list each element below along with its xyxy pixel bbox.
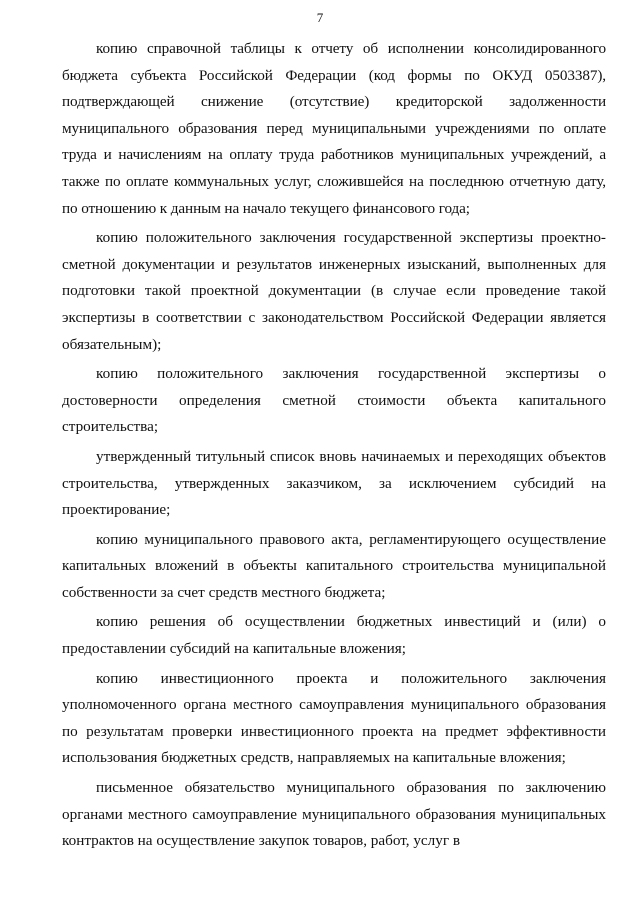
- paragraph-municipal-legal-act: копию муниципального правового акта, регламентирующего осуществление капитальных вложений в объекты капитального строительства муниципальной собственности за счет средств местного бюджета;: [62, 530, 606, 601]
- paragraph-investment-decision: копию решения об осуществлении бюджетных инвестиций и (или) о предоставлении субсидий на капитальные вложения;: [62, 613, 606, 658]
- paragraph-title-list: утвержденный титульный список вновь начинаемых и переходящих объектов строительства, утвержденных заказчиком, за исключением субсидий на проектирование;: [62, 447, 606, 519]
- paragraph-written-obligation: письменное обязательство муниципального образования по заключению органами местного самоуправление муниципального образования муниципальных контрактов на осуществление закупок товаров, работ, услуг в: [62, 779, 606, 850]
- paragraph-budget-report-table: копию справочной таблицы к отчету об исполнении консолидированного бюджета субъекта Российской Федерации (код формы по ОКУД 0503387), подтверждающей снижение (отсутствие) кредиторской задолженности муниципального образования перед муниципальными учреждениями по оплате труда и начислениям на оплату труда работников муниципальных учреждений, а также по оплате коммунальных услуг, сложившейся на последнюю отчетную дату, по отношению к данным на начало текущего финансового года;: [62, 40, 606, 217]
- paragraph-state-expertise-design: копию положительного заключения государственной экспертизы проектно-сметной документации и результатов инженерных изысканий, выполненных для подготовки такой проектной документации (в случае если проведение такой экспертизы в соответствии с законодательством Российской Федерации является обязательным);: [62, 229, 606, 353]
- page-number: 7: [316, 10, 324, 25]
- paragraph-estimate-reliability: копию положительного заключения государственной экспертизы о достоверности определения сметной стоимости объекта капитального строительства;: [62, 365, 606, 436]
- document-body: [62, 36, 606, 858]
- paragraph-investment-project: копию инвестиционного проекта и положительного заключения уполномоченного органа местного самоуправления муниципального образования по результатам проверки инвестиционного проекта на предмет эффективности использования бюджетных средств, направляемых на капитальные вложения;: [62, 669, 606, 767]
